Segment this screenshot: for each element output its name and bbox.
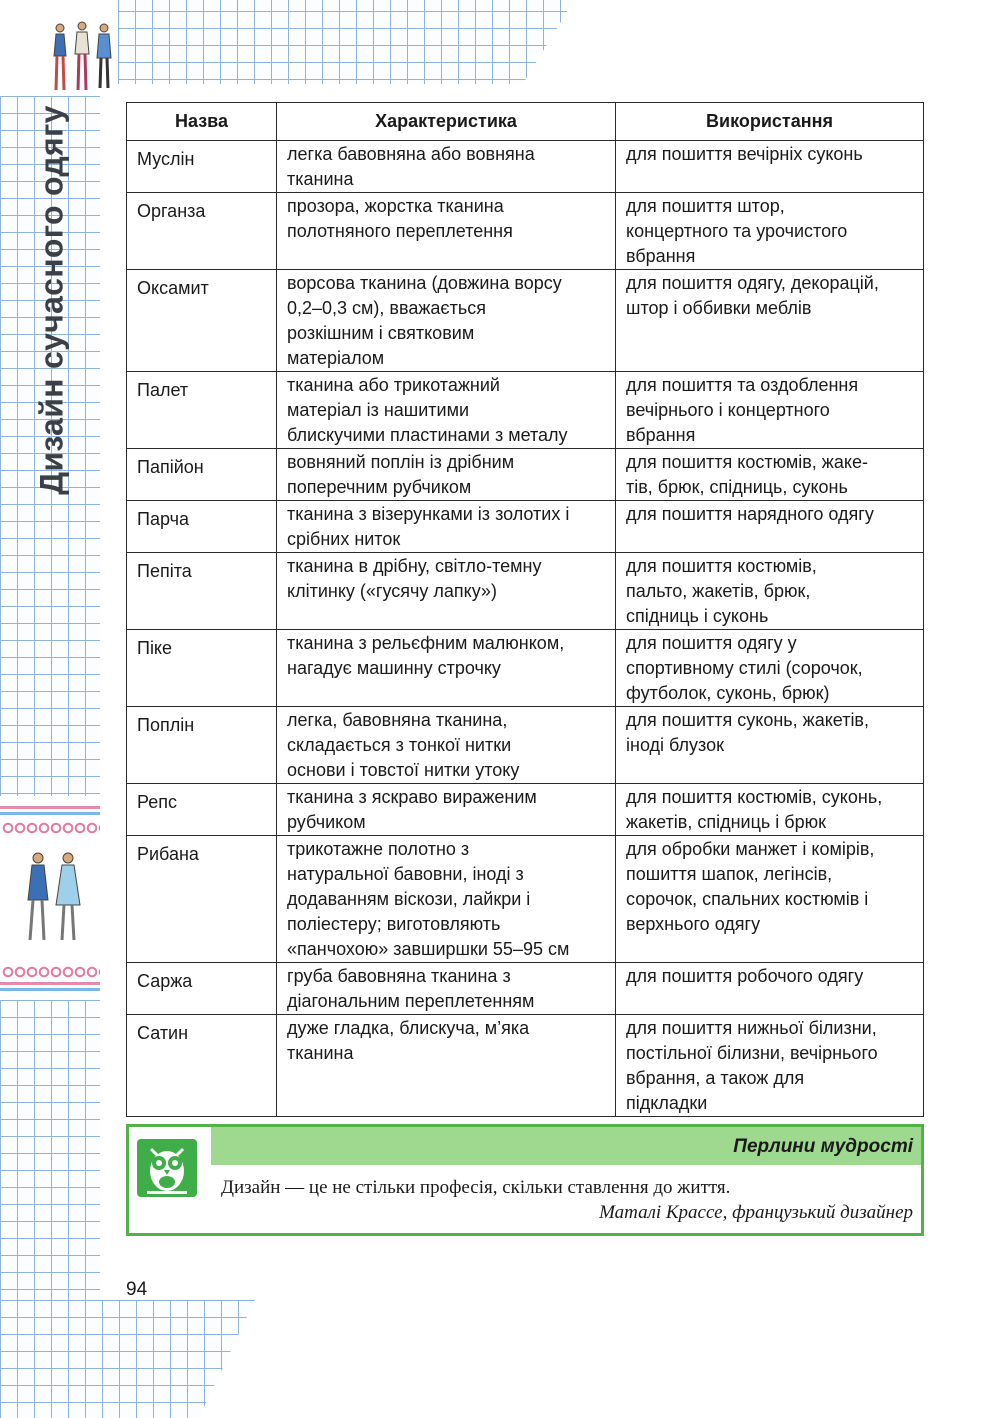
table-row [127,784,924,836]
decorative-stripes-bottom [0,982,100,994]
cell-line: 0,2–0,3 см), вважається [287,298,486,318]
table-row [127,193,924,270]
grid-decoration-top [118,0,578,84]
characteristic-cell [277,141,616,193]
cell-line: для пошиття штор, [626,196,785,216]
page-number: 94 [126,1279,148,1300]
wisdom-heading: Перлини мудрості [211,1127,921,1165]
usage-cell [616,784,924,836]
cell-line: діагональним переплетенням [287,991,535,1011]
cell-line: дуже гладка, блискуча, м’яка [287,1018,530,1038]
fabric-name-cell: Папійон [127,449,277,501]
cell-line: тів, брюк, спідниць, суконь [626,477,848,497]
cell-line: для пошиття костюмів, жаке- [626,452,868,472]
characteristic-cell [277,784,616,836]
table-row [127,270,924,372]
cell-line: поліестеру; виготовляють [287,914,501,934]
cell-line: концертного та урочистого [626,221,848,241]
cell-line: поперечним рубчиком [287,477,472,497]
table-row [127,501,924,553]
fabric-name-cell: Рибана [127,836,277,963]
fabric-name-cell: Органза [127,193,277,270]
cell-line: легка бавовняна або вовняна [287,144,535,164]
column-header-usage: Використання [616,103,924,141]
usage-cell [616,193,924,270]
wisdom-author: Маталі Крассе, французький дизайнер [599,1202,913,1223]
cell-line: полотняного переплетення [287,221,513,241]
cell-line: підкладки [626,1093,708,1113]
cell-line: тканина [287,169,354,189]
cell-line: для пошиття костюмів, суконь, [626,787,883,807]
characteristic-cell [277,501,616,553]
usage-cell [616,449,924,501]
decorative-rings-top [2,821,100,835]
cell-line: розкішним і святковим [287,323,475,343]
cell-line: матеріал із нашитими [287,400,469,420]
fabric-table [126,102,924,1117]
fabric-name-cell: Саржа [127,963,277,1015]
cell-line: для пошиття одягу у [626,633,797,653]
cell-line: додаванням віскози, лайкри і [287,889,531,909]
cell-line: вечірнього і концертного [626,400,830,420]
cell-line: постільної білизни, вечірнього [626,1043,878,1063]
fabric-name-cell: Поплін [127,707,277,784]
cell-line: блискучими пластинами з металу [287,425,568,445]
column-header-name: Назва [127,103,277,141]
usage-cell [616,630,924,707]
sidebar-title: Дизайн сучасного одягу [33,105,70,495]
cell-line: тканина з візерунками із золотих і [287,504,570,524]
characteristic-cell [277,553,616,630]
cell-line: натуральної бавовни, іноді з [287,864,524,884]
cell-line: груба бавовняна тканина з [287,966,511,986]
fabric-name-cell: Оксамит [127,270,277,372]
table-row [127,372,924,449]
usage-cell [616,1015,924,1117]
cell-line: «панчохою» завширшки 55–95 см [287,939,570,959]
cell-line: вбрання [626,246,696,266]
cell-line: для пошиття нарядного одягу [626,504,874,524]
fabric-name-cell: Репс [127,784,277,836]
characteristic-cell [277,193,616,270]
cell-line: спідниць і суконь [626,606,769,626]
characteristic-cell [277,1015,616,1117]
owl-icon [137,1139,197,1197]
cell-line: футболок, суконь, брюк) [626,683,830,703]
cell-line: для пошиття нижньої білизни, [626,1018,877,1038]
cell-line: тканина [287,1043,354,1063]
cell-line: рубчиком [287,812,366,832]
cell-line: спортивному стилі (сорочок, [626,658,863,678]
characteristic-cell [277,963,616,1015]
cell-line: тканина або трикотажний [287,375,500,395]
fashion-figures-illustration [50,20,116,96]
grid-decoration-bottom [0,1300,255,1418]
fabric-name-cell: Сатин [127,1015,277,1117]
column-header-characteristic: Характеристика [277,103,616,141]
cell-line: складається з тонкої нитки [287,735,512,755]
cell-line: іноді блузок [626,735,724,755]
wisdom-quote-block [221,1175,913,1225]
characteristic-cell [277,372,616,449]
wisdom-quote: Дизайн — це не стільки професія, скільки ставлення до життя. [221,1177,731,1198]
table-row [127,630,924,707]
cell-line: для пошиття та оздоблення [626,375,859,395]
table-row [127,836,924,963]
cell-line: легка, бавовняна тканина, [287,710,508,730]
table-row [127,707,924,784]
cell-line: для пошиття робочого одягу [626,966,864,986]
fabric-name-cell: Парча [127,501,277,553]
usage-cell [616,501,924,553]
decorative-stripes-top [0,806,100,818]
cell-line: для пошиття вечірніх суконь [626,144,863,164]
table-row [127,553,924,630]
wisdom-box [126,1124,924,1236]
usage-cell [616,963,924,1015]
cell-line: вбрання [626,425,696,445]
table-row [127,963,924,1015]
fabric-name-cell: Піке [127,630,277,707]
cell-line: вовняний поплін із дрібним [287,452,515,472]
cell-line: вбрання, а також для [626,1068,805,1088]
table-row [127,141,924,193]
cell-line: нагадує машинну строчку [287,658,501,678]
cell-line: верхнього одягу [626,914,761,934]
table-header-row [127,103,924,141]
usage-cell [616,553,924,630]
usage-cell [616,270,924,372]
fabric-name-cell: Муслін [127,141,277,193]
cell-line: клітинку («гусячу лапку») [287,581,497,601]
characteristic-cell [277,707,616,784]
cell-line: тканина з яскраво вираженим [287,787,537,807]
table-row [127,449,924,501]
table-row [127,1015,924,1117]
cell-line: тканина з рельєфним малюнком, [287,633,565,653]
table-body [127,141,924,1117]
cell-line: срібних ниток [287,529,401,549]
cell-line: пальто, жакетів, брюк, [626,581,811,601]
characteristic-cell [277,270,616,372]
cell-line: сорочок, спальних костюмів і [626,889,869,909]
usage-cell [616,141,924,193]
cell-line: для обробки манжет і комірів, [626,839,875,859]
cell-line: для пошиття костюмів, [626,556,817,576]
cell-line: для пошиття суконь, жакетів, [626,710,869,730]
cell-line: штор і оббивки меблів [626,298,812,318]
cell-line: пошиття шапок, легінсів, [626,864,833,884]
characteristic-cell [277,630,616,707]
cell-line: матеріалом [287,348,385,368]
usage-cell [616,707,924,784]
characteristic-cell [277,836,616,963]
fabric-name-cell: Пепіта [127,553,277,630]
cell-line: ворсова тканина (довжина ворсу [287,273,562,293]
decorative-rings-bottom [2,965,100,979]
cell-line: жакетів, спідниць і брюк [626,812,826,832]
usage-cell [616,372,924,449]
cell-line: основи і товстої нитки утоку [287,760,520,780]
fashion-figures-illustration-lower [22,850,88,946]
cell-line: тканина в дрібну, світло-темну [287,556,542,576]
cell-line: для пошиття одягу, декорацій, [626,273,879,293]
cell-line: прозора, жорстка тканина [287,196,504,216]
cell-line: трикотажне полотно з [287,839,470,859]
fabric-name-cell: Палет [127,372,277,449]
usage-cell [616,836,924,963]
characteristic-cell [277,449,616,501]
